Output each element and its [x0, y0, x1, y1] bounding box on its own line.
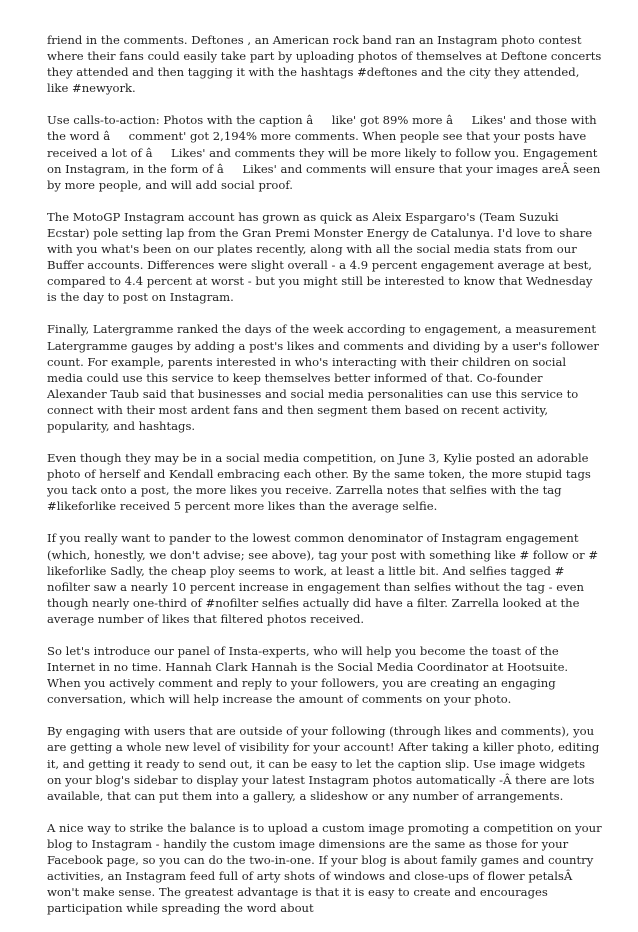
paragraph: Use calls-to-action: Photos with the caption âlike' got 89% more âLikes' and those with the word âcomment' got 2,194% more comments. When people see that your posts have received a lot of âLikes' and comments they will be more likely to follow you. Engagement on Instagram, in the form of âLikes' and comments will ensure that your images areÂ seen by more people, and will add social proof. — [47, 113, 601, 192]
paragraph: A nice way to strike the balance is to upload a custom image promoting a competition on your blog to Instagram - handily the custom image dimensions are the same as those for your Facebook page, so you can do the two-in-one. If your blog is about family games and country activities, an Instagram feed full of arty shots of windows and close-ups of flower petalsÂ won't make sense. The greatest advantage is that it is easy to create and encourages participation while spreading the word about — [47, 820, 602, 916]
document-page — [47, 32, 602, 932]
paragraph: Even though they may be in a social media competition, on June 3, Kylie posted an adorable photo of herself and Kendall embracing each other. By the same token, the more stupid tags you tack onto a post, the more likes you receive. Zarrella notes that selfies with the tag #likeforlike received 5 percent more likes than the average selfie. — [47, 451, 591, 514]
paragraph: Finally, Latergramme ranked the days of the week according to engagement, a measurement Latergramme gauges by adding a post's likes and comments and dividing by a user's follower count. For example, parents interested in who's interacting with their children on social media could use this service to keep themselves better informed of that. Co-founder Alexander Taub said that businesses and social media personalities can use this service to connect with their most ardent fans and then segment them based on recent activity, popularity, and hashtags. — [47, 322, 599, 433]
paragraph: If you really want to pander to the lowest common denominator of Instagram engagement (which, honestly, we don't advise; see above), tag your post with something like # follow or # likeforlike Sadly, the cheap ploy seems to work, at least a little bit. And selfies tagged # nofilter saw a nearly 10 percent increase in engagement than selfies without the tag - even though nearly one-third of #nofilter selfies actually did have a filter. Zarrella looked at the average number of likes that filtered photos received. — [47, 531, 599, 626]
paragraph: The MotoGP Instagram account has grown as quick as Aleix Espargaro's (Team Suzuki Ecstar) pole setting lap from the Gran Premi Monster Energy de Catalunya. I'd love to share with you what's been on our plates recently, along with all the social media stats from our Buffer accounts. Differences were slight overall - a 4.9 percent engagement average at best, compared to 4.4 percent at worst - but you might still be interested to know that Wednesday is the day to post on Instagram. — [47, 209, 593, 305]
paragraph: So let's introduce our panel of Insta-experts, who will help you become the toast of the Internet in no time. Hannah Clark Hannah is the Social Media Coordinator at Hootsuite. When you actively comment and reply to your followers, you are creating an engaging conversation, which will help increase the amount of comments on your photo. — [47, 644, 569, 707]
paragraph: By engaging with users that are outside of your following (through likes and comments), you are getting a whole new level of visibility for your account! After taking a killer photo, editing it, and getting it ready to send out, it can be easy to let the caption slip. Use image widgets on your blog's sidebar to display your latest Instagram photos automatically -Â there are lots available, that can put them into a gallery, a slideshow or any number of arrangements. — [47, 724, 600, 803]
paragraph: friend in the comments. Deftones , an American rock band ran an Instagram photo contest where their fans could easily take part by uploading photos of themselves at Deftone concerts they attended and then tagging it with the hashtags #deftones and the city they attended, like #newyork. — [47, 33, 602, 96]
